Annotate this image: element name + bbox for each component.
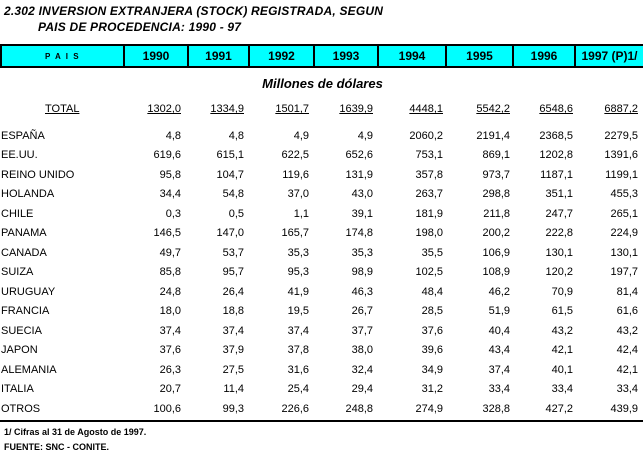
- value-1994: 357,8: [415, 168, 443, 181]
- table-row: [1, 399, 643, 419]
- value-1996: 120,2: [545, 266, 573, 279]
- value-1996: 1202,8: [539, 149, 573, 162]
- value-1993: 38,0: [351, 344, 373, 357]
- total-row: [1, 98, 643, 120]
- table-row: [1, 341, 643, 361]
- value-1992: 622,5: [281, 149, 309, 162]
- column-header-year: 1994: [378, 45, 446, 67]
- country-label: ESPAÑA: [1, 129, 45, 142]
- total-value-1993: 1639,9: [339, 103, 373, 115]
- total-value-1991: 1334,9: [210, 103, 244, 115]
- value-1996: 222,8: [545, 227, 573, 240]
- table-row: [1, 360, 643, 380]
- value-1991: 615,1: [216, 149, 244, 162]
- value-1996: 33,4: [551, 383, 573, 396]
- value-1993: 174,8: [345, 227, 373, 240]
- value-1993: 29,4: [351, 383, 373, 396]
- value-1990: 95,8: [159, 168, 181, 181]
- value-1994: 102,5: [415, 266, 443, 279]
- value-1993: 248,8: [345, 402, 373, 415]
- value-1995: 51,9: [488, 305, 510, 318]
- value-1990: 18,0: [159, 305, 181, 318]
- value-1990: 100,6: [153, 402, 181, 415]
- value-1993: 39,1: [351, 207, 373, 220]
- value-1996: 43,2: [551, 324, 573, 337]
- footnote-source: FUENTE: SNC - CONITE.: [4, 442, 109, 452]
- value-1997: 33,4: [616, 383, 638, 396]
- value-1993: 131,9: [345, 168, 373, 181]
- value-1996: 40,1: [551, 363, 573, 376]
- value-1997: 42,1: [616, 363, 638, 376]
- value-1995: 298,8: [482, 188, 510, 201]
- table-row: [1, 263, 643, 283]
- report-title-line1: 2.302 INVERSION EXTRANJERA (STOCK) REGISTRADA, SEGUN: [4, 4, 384, 18]
- value-1997: 1391,6: [604, 149, 638, 162]
- column-header-year: 1997 (P)1/: [575, 45, 643, 67]
- value-1991: 54,8: [222, 188, 244, 201]
- value-1992: 19,5: [287, 305, 309, 318]
- total-label: TOTAL: [45, 103, 80, 115]
- value-1994: 48,4: [421, 285, 443, 298]
- value-1994: 34,9: [421, 363, 443, 376]
- total-value-1996: 6548,6: [539, 103, 573, 115]
- value-1997: 42,4: [616, 344, 638, 357]
- value-1992: 37,0: [287, 188, 309, 201]
- value-1993: 652,6: [345, 149, 373, 162]
- value-1997: 1199,1: [605, 168, 638, 181]
- value-1990: 37,4: [159, 324, 181, 337]
- value-1995: 200,2: [482, 227, 510, 240]
- table-row: [1, 321, 643, 341]
- value-1996: 247,7: [545, 207, 573, 220]
- value-1992: 41,9: [287, 285, 309, 298]
- country-label: SUIZA: [1, 266, 34, 279]
- investment-table: [0, 44, 643, 419]
- value-1995: 973,7: [482, 168, 510, 181]
- value-1990: 26,3: [159, 363, 181, 376]
- value-1993: 98,9: [351, 266, 373, 279]
- value-1995: 43,4: [488, 344, 510, 357]
- value-1994: 181,9: [415, 207, 443, 220]
- value-1995: 40,4: [488, 324, 510, 337]
- value-1993: 46,3: [351, 285, 373, 298]
- value-1997: 43,2: [616, 324, 638, 337]
- report-title: [4, 3, 383, 35]
- footer-divider: [0, 420, 643, 422]
- value-1994: 31,2: [421, 383, 443, 396]
- total-value-1995: 5542,2: [476, 103, 510, 115]
- value-1996: 1187,1: [540, 168, 573, 181]
- table-row: [1, 224, 643, 244]
- country-label: SUECIA: [1, 324, 42, 337]
- value-1992: 4,9: [293, 129, 309, 142]
- value-1990: 85,8: [159, 266, 181, 279]
- value-1991: 104,7: [216, 168, 244, 181]
- unit-row: [1, 67, 643, 98]
- value-1994: 35,5: [421, 246, 443, 259]
- value-1993: 4,9: [357, 129, 373, 142]
- value-1990: 20,7: [159, 383, 181, 396]
- value-1995: 211,8: [483, 207, 510, 220]
- value-1990: 37,6: [159, 344, 181, 357]
- country-label: PANAMA: [1, 227, 47, 240]
- value-1991: 53,7: [222, 246, 244, 259]
- value-1990: 24,8: [159, 285, 181, 298]
- country-label: CANADA: [1, 246, 47, 259]
- report-title-line2: PAIS DE PROCEDENCIA: 1990 - 97: [38, 20, 242, 34]
- country-label: HOLANDA: [1, 188, 55, 201]
- value-1992: 37,4: [287, 324, 309, 337]
- value-1992: 165,7: [281, 227, 309, 240]
- value-1997: 81,4: [616, 285, 638, 298]
- value-1996: 130,1: [545, 246, 573, 259]
- value-1990: 34,4: [159, 188, 181, 201]
- value-1991: 37,4: [222, 324, 244, 337]
- table-row: [1, 302, 643, 322]
- value-1994: 263,7: [415, 188, 443, 201]
- country-label: JAPON: [1, 344, 38, 357]
- country-label: URUGUAY: [1, 285, 56, 298]
- unit-label: Millones de dólares: [262, 75, 383, 91]
- country-label: ITALIA: [1, 383, 34, 396]
- value-1997: 2279,5: [604, 129, 638, 142]
- column-header-pais: P A I S: [1, 45, 124, 67]
- value-1991: 37,9: [222, 344, 244, 357]
- country-label: REINO UNIDO: [1, 168, 75, 181]
- country-label: CHILE: [1, 207, 34, 220]
- value-1991: 0,5: [228, 207, 244, 220]
- country-label: OTROS: [1, 402, 41, 415]
- value-1996: 42,1: [551, 344, 573, 357]
- country-label: FRANCIA: [1, 305, 50, 318]
- value-1995: 869,1: [482, 149, 510, 162]
- value-1996: 427,2: [545, 402, 573, 415]
- value-1992: 119,6: [282, 168, 309, 181]
- value-1997: 224,9: [610, 227, 638, 240]
- value-1994: 2060,2: [409, 129, 443, 142]
- value-1990: 619,6: [153, 149, 181, 162]
- value-1994: 28,5: [421, 305, 443, 318]
- value-1991: 18,8: [222, 305, 244, 318]
- column-header-year: 1990: [124, 45, 188, 67]
- country-label: EE.UU.: [1, 149, 38, 162]
- value-1996: 70,9: [551, 285, 573, 298]
- value-1991: 27,5: [222, 363, 244, 376]
- value-1997: 197,7: [610, 266, 638, 279]
- value-1991: 95,7: [222, 266, 244, 279]
- value-1995: 2191,4: [476, 129, 510, 142]
- value-1992: 226,6: [281, 402, 309, 415]
- value-1995: 108,9: [482, 266, 510, 279]
- table-row: [1, 282, 643, 302]
- value-1995: 37,4: [488, 363, 510, 376]
- value-1990: 4,8: [165, 129, 181, 142]
- column-header-year: 1992: [249, 45, 314, 67]
- value-1992: 31,6: [287, 363, 309, 376]
- value-1992: 25,4: [287, 383, 309, 396]
- value-1990: 49,7: [159, 246, 181, 259]
- table-header-row: [1, 45, 643, 67]
- column-header-year: 1991: [188, 45, 249, 67]
- value-1991: 99,3: [222, 402, 244, 415]
- total-value-1992: 1501,7: [275, 103, 309, 115]
- column-header-year: 1993: [314, 45, 378, 67]
- value-1994: 274,9: [415, 402, 443, 415]
- country-rows: [1, 126, 643, 419]
- value-1993: 43,0: [351, 188, 373, 201]
- value-1997: 130,1: [610, 246, 638, 259]
- value-1997: 439,9: [610, 402, 638, 415]
- value-1997: 61,6: [616, 305, 638, 318]
- value-1995: 106,9: [482, 246, 510, 259]
- total-value-1997: 6887,2: [604, 103, 638, 115]
- value-1992: 37,8: [287, 344, 309, 357]
- value-1995: 328,8: [482, 402, 510, 415]
- value-1990: 0,3: [165, 207, 181, 220]
- value-1994: 753,1: [415, 149, 443, 162]
- table-row: [1, 204, 643, 224]
- value-1991: 26,4: [222, 285, 244, 298]
- value-1993: 37,7: [351, 324, 373, 337]
- footnote-1: 1/ Cifras al 31 de Agosto de 1997.: [4, 427, 147, 437]
- value-1995: 33,4: [488, 383, 510, 396]
- value-1993: 35,3: [351, 246, 373, 259]
- value-1995: 46,2: [488, 285, 510, 298]
- value-1997: 265,1: [610, 207, 638, 220]
- table-row: [1, 146, 643, 166]
- table-row: [1, 126, 643, 146]
- value-1992: 95,3: [287, 266, 309, 279]
- table-row: [1, 165, 643, 185]
- value-1991: 147,0: [216, 227, 244, 240]
- table-row: [1, 185, 643, 205]
- value-1996: 351,1: [545, 188, 573, 201]
- value-1994: 37,6: [421, 324, 443, 337]
- value-1990: 146,5: [153, 227, 181, 240]
- value-1991: 4,8: [228, 129, 244, 142]
- value-1994: 198,0: [415, 227, 443, 240]
- value-1997: 455,3: [610, 188, 638, 201]
- table-row: [1, 243, 643, 263]
- value-1996: 61,5: [551, 305, 573, 318]
- column-header-year: 1995: [446, 45, 513, 67]
- value-1993: 32,4: [351, 363, 373, 376]
- value-1994: 39,6: [421, 344, 443, 357]
- table-row: [1, 380, 643, 400]
- column-header-year: 1996: [513, 45, 575, 67]
- total-value-1990: 1302,0: [147, 103, 181, 115]
- value-1996: 2368,5: [539, 129, 573, 142]
- total-value-1994: 4448,1: [409, 103, 443, 115]
- value-1992: 1,1: [293, 207, 309, 220]
- value-1992: 35,3: [287, 246, 309, 259]
- value-1993: 26,7: [351, 305, 373, 318]
- country-label: ALEMANIA: [1, 363, 57, 376]
- value-1991: 11,4: [223, 383, 244, 396]
